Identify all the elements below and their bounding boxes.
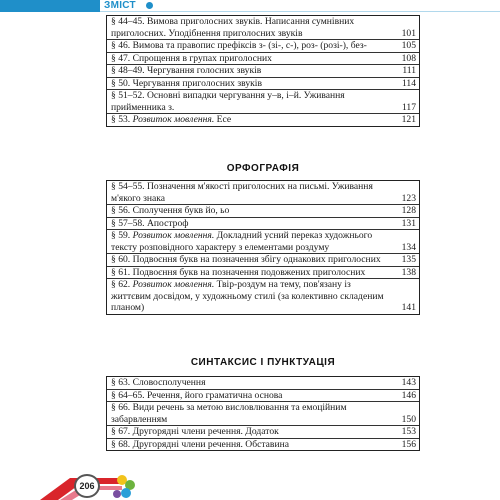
toc-entry[interactable] (107, 40, 419, 53)
toc-entry-title: § 68. Другорядні члени речення. Обставина (111, 438, 289, 450)
toc-entry-suffix: Твір-роздум на тему, пов'язану із життєвим досвідом, у художньому стилі (за колективно складеним планом) (111, 279, 384, 313)
toc-entry[interactable] (107, 16, 419, 40)
toc-entry-italic: Розвиток мовлення. (132, 230, 215, 241)
toc-entry-page: 141 (401, 302, 416, 313)
toc-entry-page: 123 (401, 192, 416, 204)
toc-entry-page: 121 (401, 114, 416, 125)
toc-entry-title: § 50. Чергування приголосних звуків (111, 77, 262, 89)
toc-entry-title: § 44–45. Вимова приголосних звуків. Написання сумнівних приголосних. Уподібнення приголосних звуків (111, 16, 355, 39)
toc-group-syntax (106, 376, 420, 451)
section-title-syntax: СИНТАКСИС І ПУНКТУАЦІЯ (190, 357, 336, 368)
toc-entry-title: § 66. Види речень за метою висловлювання та емоційним забарвленням (111, 402, 347, 425)
toc-entry-page: 105 (401, 40, 416, 51)
toc-entry-italic: Розвиток мовлення. (132, 279, 215, 290)
toc-group-phonetics (106, 15, 420, 127)
toc-entry[interactable] (107, 439, 419, 451)
toc-entry-page: 134 (401, 241, 416, 253)
toc-entry-prefix: § 53. (111, 114, 133, 125)
toc-entry-title: § 48–49. Чергування голосних звуків (111, 65, 262, 76)
toc-entry-page: 101 (401, 27, 416, 39)
toc-entry-page: 143 (401, 377, 416, 388)
toc-entry-title: § 47. Спрощення в групах приголосних (111, 52, 272, 64)
toc-entry[interactable] (107, 218, 419, 231)
toc-entry-title: § 61. Подвоєння букв на позначення подовжених приголосних (111, 266, 366, 278)
toc-entry[interactable] (107, 181, 419, 205)
toc-entry-page: 150 (401, 413, 416, 425)
logo-petal-purple (113, 490, 121, 498)
header-rule (0, 11, 500, 12)
page-number: 206 (74, 474, 100, 498)
toc-entry-prefix: § 62. (111, 279, 133, 290)
toc-entry-title: § 46. Вимова та правопис префіксів з- (зі-, с-), роз- (розі-), без- (111, 40, 367, 51)
toc-entry-page: 128 (401, 205, 416, 216)
toc-entry-prefix: § 59. (111, 230, 133, 241)
toc-entry-page: 131 (401, 217, 416, 229)
toc-entry-page: 111 (402, 65, 416, 76)
toc-entry-title: § 64–65. Речення, його граматична основа (111, 389, 283, 401)
toc-entry-italic: Розвиток мовлення. (132, 114, 215, 125)
toc-entry-title: § 67. Другорядні члени речення. Додаток (111, 426, 279, 437)
header-dot-icon (146, 2, 153, 9)
toc-entry-page: 117 (401, 101, 416, 113)
toc-entry[interactable] (107, 279, 419, 314)
toc-entry[interactable] (107, 205, 419, 218)
toc-entry-page: 138 (401, 266, 416, 278)
toc-entry[interactable] (107, 90, 419, 114)
toc-entry[interactable] (107, 78, 419, 91)
toc-entry[interactable] (107, 254, 419, 267)
toc-entry-title: § 60. Подвоєння букв на позначення збігу однакових приголосних (111, 254, 381, 265)
toc-entry[interactable] (107, 267, 419, 280)
toc-entry[interactable] (107, 377, 419, 390)
toc-entry[interactable] (107, 53, 419, 66)
toc-entry-page: 114 (401, 77, 416, 89)
toc-entry[interactable] (107, 230, 419, 254)
toc-entry-page: 156 (401, 438, 416, 450)
logo-petal-blue (121, 488, 131, 498)
toc-entry-page: 135 (401, 254, 416, 265)
toc-entry-title: § 54–55. Позначення м'якості приголосних на письмі. Уживання м'якого знака (111, 181, 373, 204)
toc-entry-title: § 63. Словосполучення (111, 377, 206, 388)
toc-entry[interactable] (107, 114, 419, 126)
toc-entry-page: 153 (401, 426, 416, 437)
toc-entry-suffix: Докладний усний переказ художнього тексту розповідного характеру з елементами роздуму (111, 230, 373, 253)
toc-entry-suffix: Есе (214, 114, 232, 125)
section-title-orthography: ОРФОГРАФІЯ (226, 163, 300, 174)
toc-entry-title: § 51–52. Основні випадки чергування у–в, і–й. Уживання прийменника з. (111, 90, 345, 113)
toc-entry-page: 146 (401, 389, 416, 401)
top-bar (0, 0, 500, 12)
toc-entry[interactable] (107, 426, 419, 439)
toc-entry-title: § 56. Сполучення букв йо, ьо (111, 205, 230, 216)
toc-entry[interactable] (107, 402, 419, 426)
toc-entry-title: § 57–58. Апостроф (111, 217, 189, 229)
toc-entry-page: 108 (401, 52, 416, 64)
toc-entry[interactable] (107, 65, 419, 78)
toc-group-orthography (106, 180, 420, 315)
running-header: ЗМІСТ (104, 0, 136, 11)
toc-entry[interactable] (107, 390, 419, 403)
